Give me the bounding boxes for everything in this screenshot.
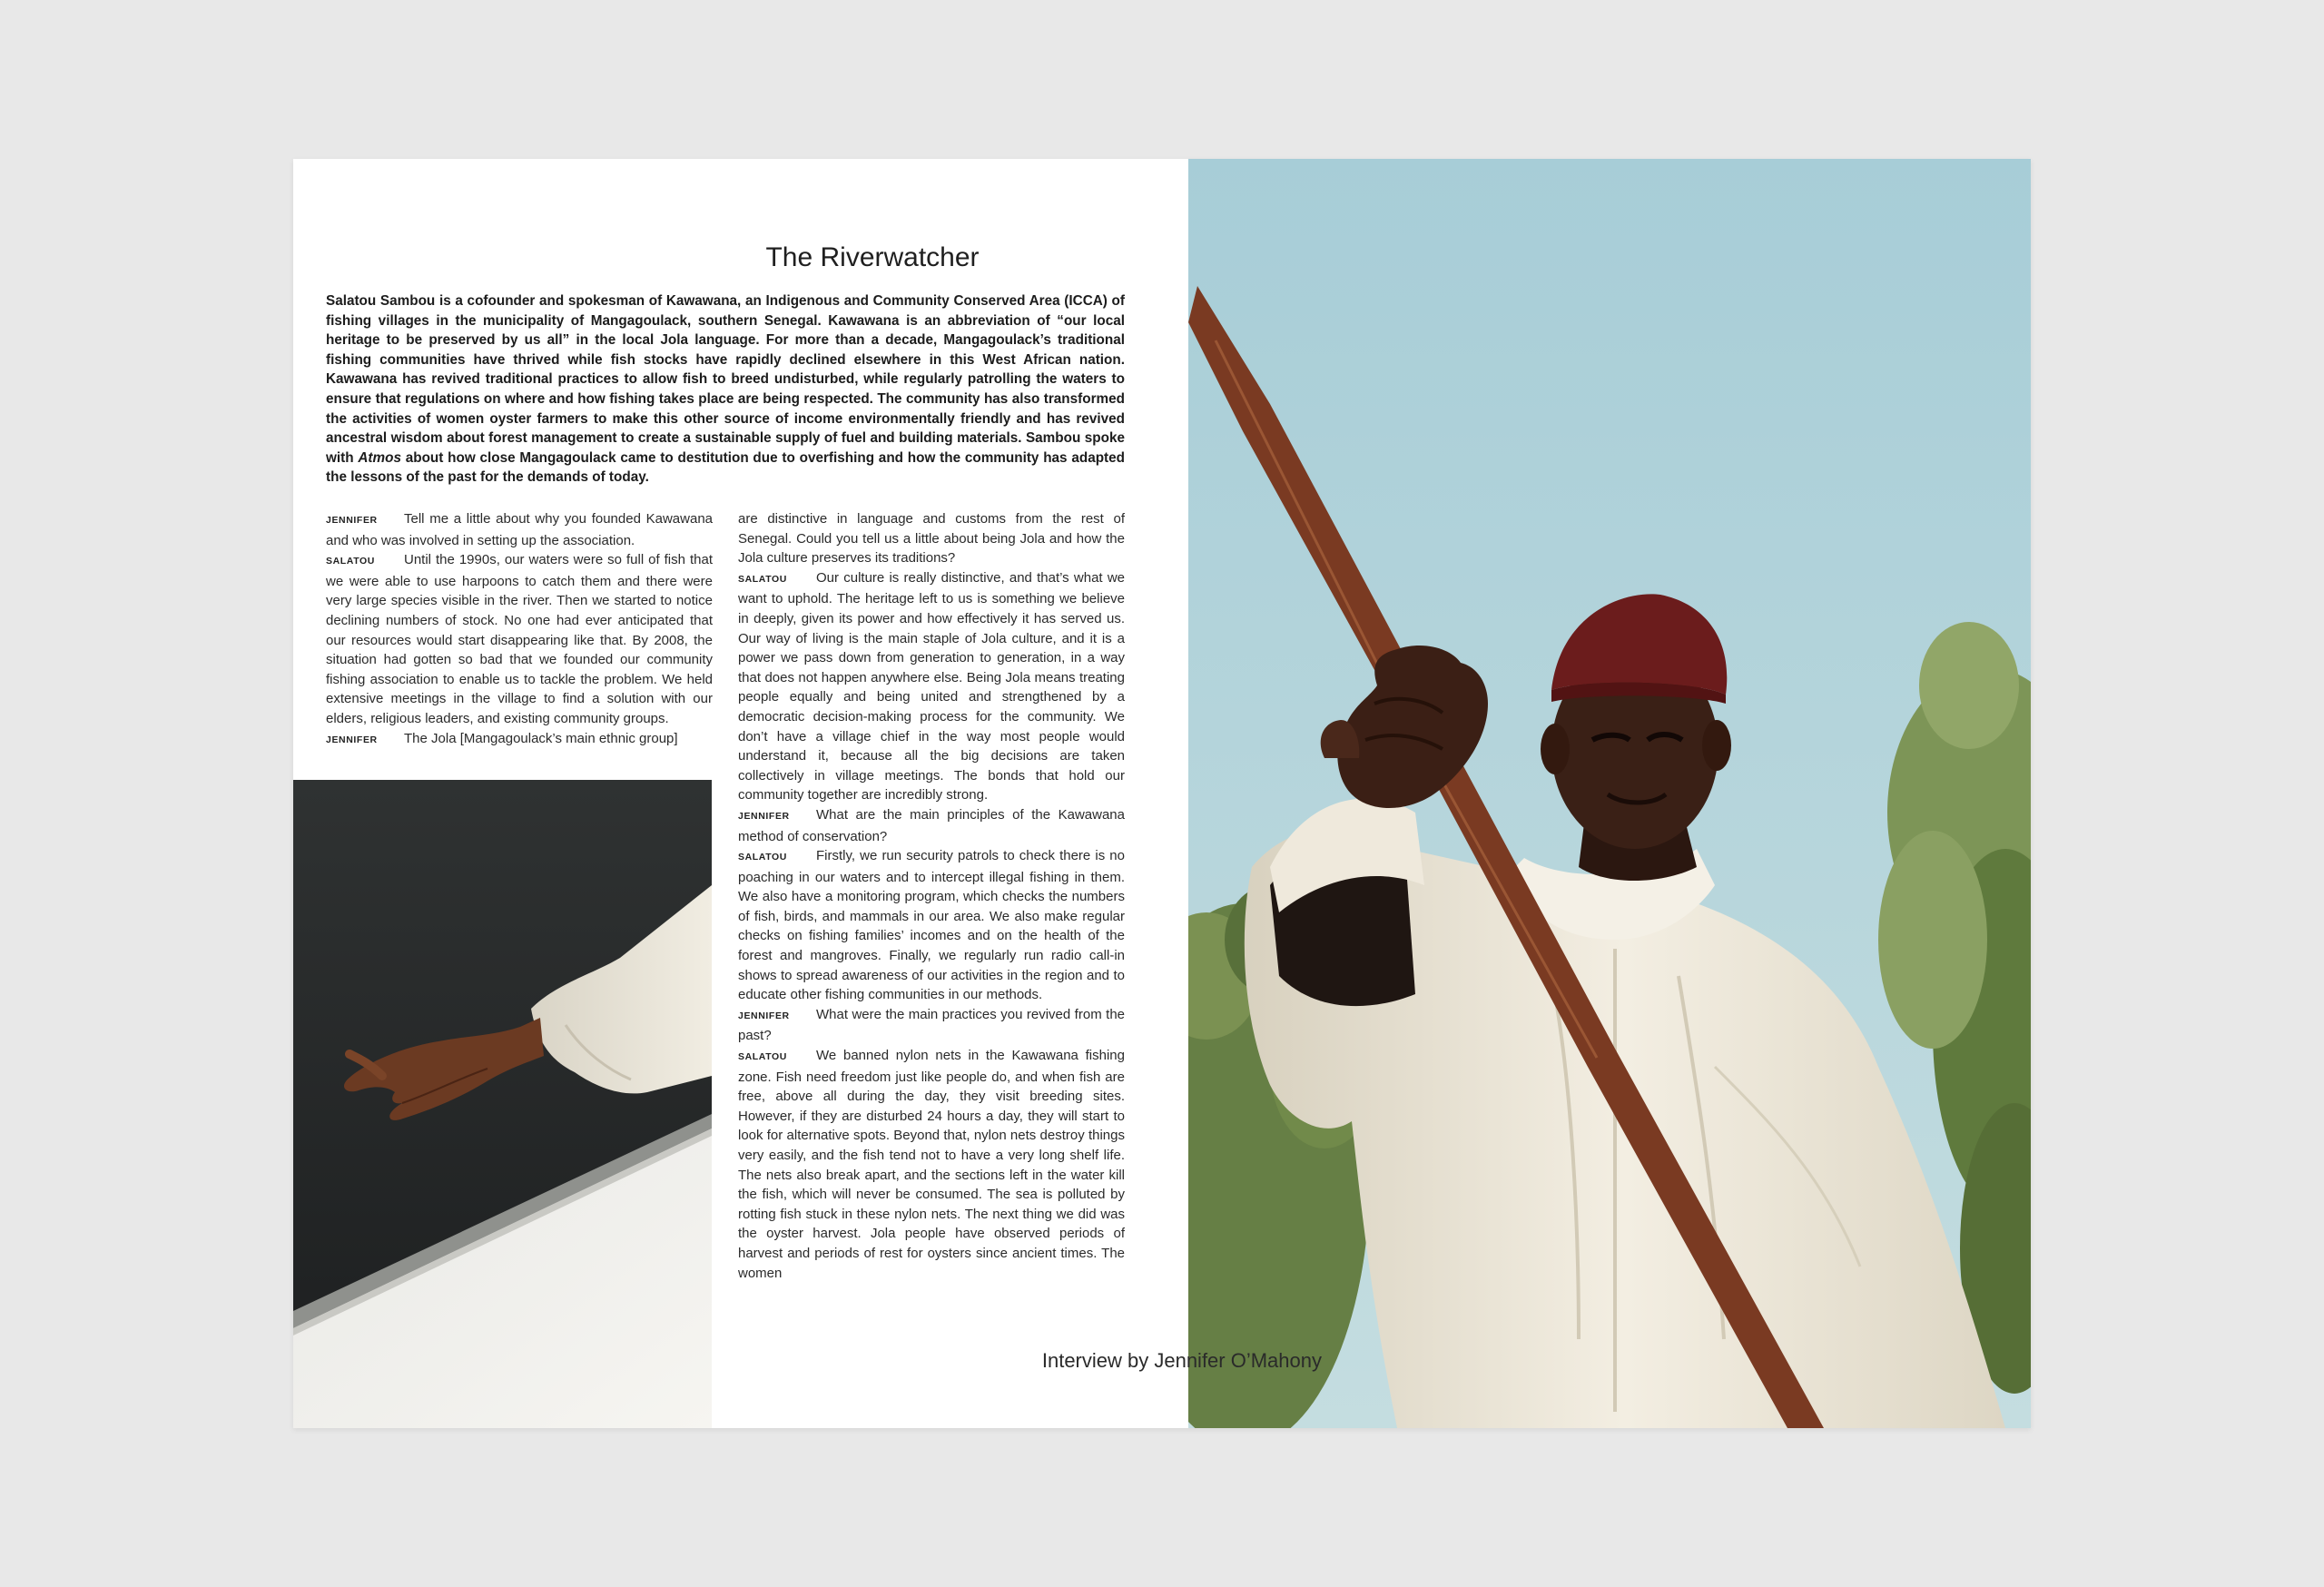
article-title: The Riverwatcher <box>765 242 980 272</box>
interview-column-1 <box>326 509 713 750</box>
paragraph-text: We banned nylon nets in the Kawawana fishing zone. Fish need freedom just like people do, and when fish are free, above all during the day, they visit breeding sites. However, if they are disturbed 24 hours a day, they will start to look for alternative spots. Beyond that, nylon nets destroy things very easily, and the fish tend not to have a very long shelf life. The nets also break apart, and the sections left in the water kill the fish, which will never be consumed. The sea is polluted by rotting fish stuck in these nylon nets. The next thing we did was the oyster harvest. Jola people have observed periods of harvest and periods of rest for oysters since ancient times. The women <box>738 1048 1125 1281</box>
interview-paragraph <box>738 846 1125 1005</box>
paragraph-text: Until the 1990s, our waters were so full of fish that we were able to use harpoons to catch them and there were very large species visible in the river. Then we started to notice declining numbers of stock. No one had ever anticipated that our resources would start disappearing like that. By 2008, the situation had gotten so bad that we founded our community fishing association to enable us to tackle the problem. We held extensive meetings in the village to find a solution with our elders, religious leaders, and existing community groups. <box>326 552 713 726</box>
interview-paragraph <box>738 509 1125 568</box>
paragraph-text: Our culture is really distinctive, and that’s what we want to uphold. The heritage left to us is something we believe in deeply, given its power and how effectively it has served us. Our way of living is the main staple of Jola culture, and it is a power we pass down from generation to generation, in a way that does not happen anywhere else. Being Jola means treating people equally and being united and strengthened by a democratic decision-making process for the community. We don’t have a village chief in the way most people would understand it, because all the big decisions are taken collectively in village meetings. The bonds that hold our community together are incredibly strong. <box>738 569 1125 803</box>
paragraph-text: Firstly, we run security patrols to check there is no poaching in our waters and to intercept illegal fishing in them. We also have a monitoring program, which checks the numbers of fish, birds, and mammals in our area. We also make regular checks on fishing families’ incomes and on the health of the forest and mangroves. Finally, we regularly run radio call-in shows to spread awareness of our activities in the region and to educate other fishing communities in our methods. <box>738 848 1125 1003</box>
interview-column-2 <box>738 509 1125 1283</box>
paragraph-text: What were the main practices you revived from the past? <box>738 1006 1125 1044</box>
portrait-photo-page <box>1188 159 2031 1428</box>
interview-paragraph <box>738 1046 1125 1283</box>
paragraph-text: The Jola [Mangagoulack’s main ethnic group] <box>404 730 678 746</box>
interview-paragraph <box>326 550 713 728</box>
interview-paragraph <box>738 805 1125 846</box>
paragraph-text: are distinctive in language and customs from the rest of Senegal. Could you tell us a little about being Jola and how the Jola culture preserves its traditions? <box>738 511 1125 567</box>
speaker-label: SALATOU <box>326 556 375 567</box>
paragraph-text: What are the main principles of the Kawawana method of conservation? <box>738 806 1125 844</box>
article-byline: Interview by Jennifer O’Mahony <box>1041 1349 1322 1372</box>
speaker-label: JENNIFER <box>326 734 378 745</box>
speaker-label: JENNIFER <box>326 515 378 526</box>
speaker-label: JENNIFER <box>738 810 790 822</box>
riverwatcher-portrait-photo <box>1188 159 2031 1428</box>
speaker-label: SALATOU <box>738 573 787 585</box>
interview-paragraph <box>738 568 1125 805</box>
magazine-spread <box>293 159 2031 1428</box>
speaker-label: SALATOU <box>738 852 787 863</box>
intro-text-end: about how close Mangagoulack came to destitution due to overfishing and how the community has adapted the lessons of the past for the demands of today. <box>326 449 1125 486</box>
speaker-label: JENNIFER <box>738 1010 790 1021</box>
intro-publication-name: Atmos <box>358 449 401 466</box>
interview-paragraph <box>326 509 713 550</box>
left-page <box>293 159 1188 1428</box>
article-intro <box>326 291 1125 488</box>
hand-over-water-photo <box>293 780 712 1428</box>
paragraph-text: Tell me a little about why you founded Kawawana and who was involved in setting up the association. <box>326 511 713 548</box>
intro-text-start: Salatou Sambou is a cofounder and spokesman of Kawawana, an Indigenous and Community Conserved Area (ICCA) of fishing villages in the municipality of Mangagoulack, southern Senegal. Kawawana is an abbreviation of “our local heritage to be preserved by us all” in the local Jola language. For more than a decade, Mangagoulack’s traditional fishing communities have thrived while fish stocks have rapidly declined elsewhere in this West African nation. Kawawana has revived traditional practices to allow fish to breed undisturbed, while regularly patrolling the waters to ensure that regulations on where and how fishing takes place are being respected. The community has also transformed the activities of women oyster farmers to make this other source of income environmentally friendly and has revived ancestral wisdom about forest management to create a sustainable supply of fuel and building materials. Sambou spoke with <box>326 293 1125 466</box>
interview-paragraph <box>326 729 713 751</box>
interview-paragraph <box>738 1005 1125 1046</box>
speaker-label: SALATOU <box>738 1051 787 1063</box>
